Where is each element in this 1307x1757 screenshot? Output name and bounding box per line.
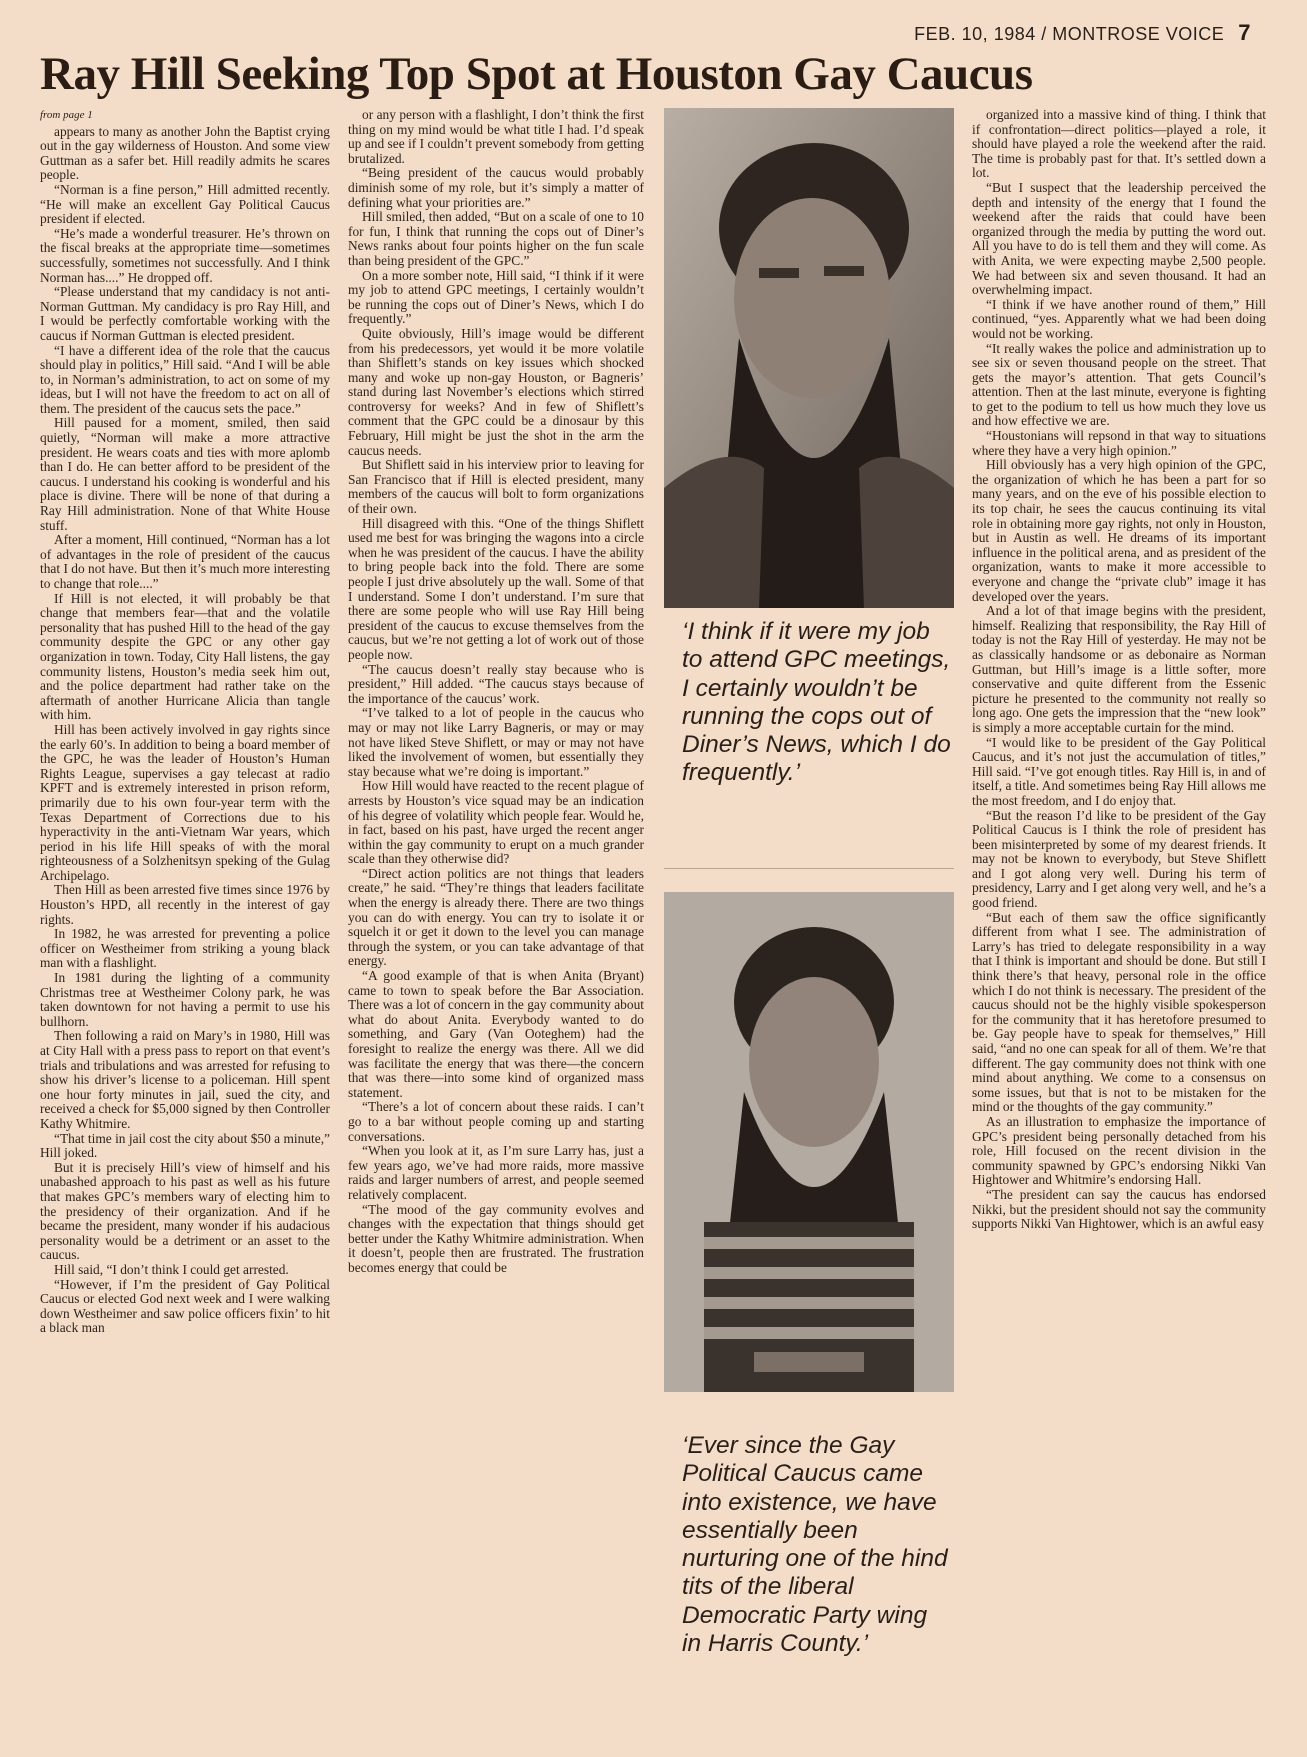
column-2-paragraph: or any person with a flashlight, I don’t think the first thing on my mind would be what title I had. I’d speak up and see if I couldn’t prevent somebody from getting brutalized.: [348, 108, 644, 166]
article-column-1: [40, 108, 330, 1748]
column-4-paragraph: “I think if we have another round of them,” Hill continued, “yes. Apparently what we had been doing would not be working.: [972, 296, 1266, 341]
column-4-paragraph: “It really wakes the police and administration up to see six or seven thousand people on the street. That gets the mayor’s attention. That gets Council’s attention. Then at the last minute, everyone is fighting to get to the podium to tell us how much they love us and how effective we are.: [972, 340, 1266, 429]
article-headline: Ray Hill Seeking Top Spot at Houston Gay Caucus: [40, 48, 1033, 100]
portrait-photo-bottom-image: [664, 892, 954, 1392]
folio-page-number: 7: [1238, 20, 1251, 45]
column-2-paragraph: Hill disagreed with this. “One of the things Shiflett used me best for was bringing the wagons into a circle when he was president of the caucus. I have the ability to bring people back into the fold. There are some people I just drive absolutely up the wall. Some of that I understand. Some I don’t understand. I’m sure that there are some people who will use Ray Hill being president of the caucus to excuse themselves from the caucus, but we’re not getting a lot of work out of those people now.: [348, 515, 644, 662]
portrait-photo-top: [664, 108, 954, 608]
pull-quote-2: ‘Ever since the Gay Political Caucus came into existence, we have essentially been nurturing one of the hind tits of the liberal Democratic Party wing in Harris County.’: [682, 1432, 948, 1658]
column-1-paragraph: “I have a different idea of the role that the caucus should play in politics,” Hill said. “And I will be able to, in Norman’s administration, to act on some of my ideas, but I will not have the freedom to act on all of them. The president of the caucus sets the pace.”: [40, 342, 330, 416]
divider-line: [664, 868, 954, 869]
column-2-paragraph: “Being president of the caucus would probably diminish some of my role, but it’s simply a matter of defining what your priorities are.”: [348, 165, 644, 210]
column-2-paragraph: But Shiflett said in his interview prior to leaving for San Francisco that if Hill is elected president, many members of the caucus will bolt to form organizations of their own.: [348, 457, 644, 517]
folio-date-publication: FEB. 10, 1984 / MONTROSE VOICE: [914, 24, 1225, 44]
column-1-paragraph: Hill paused for a moment, smiled, then said quietly, “Norman will make a more attractive president. He wears coats and ties with more aplomb than I do. He can better afford to be president of the caucus. I understand his cooking is wonderful and his place is divine. There will be none of that during a Ray Hill administration. None of that White House stuff.: [40, 415, 330, 533]
column-2-paragraph: On a more somber note, Hill said, “I think if it were my job to attend GPC meetings, I certainly wouldn’t be running the cops out of Diner’s News, which I do frequently.”: [348, 267, 644, 327]
column-2-paragraph: “When you look at it, as I’m sure Larry has, just a few years ago, we’ve had more raids, more massive raids and larger numbers of arrest, and people seemed relatively complacent.: [348, 1143, 644, 1202]
column-2-paragraph: “The caucus doesn’t really stay because who is president,” Hill added. “The caucus stays because of the importance of the caucus’ work.: [348, 661, 644, 706]
column-2-paragraph: How Hill would have reacted to the recent plague of arrests by Houston’s vice squad may be an indication of his degree of volatility which people fear. Would he, in fact, based on his past, have urged the recent anger within the gay community to erupt on a much grander scale than they otherwise did?: [348, 778, 644, 867]
page-folio: [914, 20, 1251, 46]
column-1-paragraph: “However, if I’m the president of Gay Political Caucus or elected God next week and I were walking down Westheimer and saw police officers fixin’ to hit a black man: [40, 1276, 330, 1336]
column-2-paragraph: “The mood of the gay community evolves and changes with the expectation that things should get better under the Kathy Whitmire administration. When it doesn’t, people then are frustrated. The frustration becomes energy that could be: [348, 1201, 644, 1275]
column-4-paragraph: As an illustration to emphasize the importance of GPC’s president being personally detached from his role, Hill focused on the recent division in the community spawned by GPC’s endorsing Nikki Van Hightower and Whitmire’s endorsing Hall.: [972, 1113, 1266, 1188]
column-1-paragraph: “That time in jail cost the city about $50 a minute,” Hill joked.: [40, 1130, 330, 1161]
jump-line: from page 1: [40, 109, 93, 121]
column-4-paragraph: Hill obviously has a very high opinion of the GPC, the organization of which he has been a part for so many years, and on the eve of his possible election to its top chair, he sees the caucus continuing its vital role in obtaining more gay rights, not only in Houston, but in Austin as well. He dreams of its important influence in the political arena, and as president of the organization, wants to make it more accessible to everyone and change the “private club” image it has developed over the years.: [972, 457, 1266, 604]
portrait-photo-bottom: [664, 892, 954, 1392]
column-1-paragraph: “Norman is a fine person,” Hill admitted recently. “He will make an excellent Gay Political Caucus president if elected.: [40, 181, 330, 227]
column-4-paragraph: “I would like to be president of the Gay Political Caucus, and it’s not just the accumulation of titles,” Hill said. “I’ve got enough titles. Ray Hill is, in and of itself, a title. And sometimes being Ray Hill allows me the most freedom, and I do enjoy that.: [972, 734, 1266, 808]
column-1-paragraph: appears to many as another John the Baptist crying out in the gay wilderness of Houston. And some view Guttman as a safer bet. Hill readily admits he scares people.: [40, 123, 330, 183]
column-1-paragraph: Hill said, “I don’t think I could get arrested.: [54, 1261, 289, 1277]
column-2-paragraph: “A good example of that is when Anita (Bryant) came to town to speak before the Bar Association. There was a lot of concern in the gay community about what do about Anita. Everybody wanted to do something, and Gary (Van Ooteghem) had the foresight to realize the energy was there. All we did was facilitate the energy that was there—the concern that was there—into some kind of organized mass statement.: [348, 968, 644, 1100]
column-4-paragraph: And a lot of that image begins with the president, himself. Realizing that responsibility, the Ray Hill of today is not the Ray Hill of yesterday. He may not be as classically handsome or as debonaire as Norman Guttman, but Hill’s image is a little softer, more conservative and quite different from the Essenic picture he presented to the community not really so long ago. One gets the impression that the “new look” is simply a more acceptable curtain for the mind.: [972, 603, 1266, 735]
column-4-paragraph: “But I suspect that the leadership perceived the depth and intensity of the energy that I found the weekend after the raids that could have been organized through the media by putting the word out. All you have to do is tell them and they will come. As with Anita, we were expecting maybe 2,500 people. We had between six and seven thousand. It had an overwhelming impact.: [972, 179, 1266, 298]
column-1-paragraph: In 1982, he was arrested for preventing a police officer on Westheimer from striking a young black man with a flashlight.: [40, 926, 330, 971]
column-1-paragraph: After a moment, Hill continued, “Norman has a lot of advantages in the role of president of the caucus that I do not have. But then it’s much more interesting to change that role....”: [40, 532, 330, 591]
column-1-paragraph: But it is precisely Hill’s view of himself and his unabashed approach to his past as well as his future that makes GPC’s members wary of electing him to the presidency of their organization. And if he became the president, many wonder if his audacious personality would be a detriment or an asset to the caucus.: [40, 1159, 330, 1263]
column-1-paragraph: If Hill is not elected, it will probably be that change that members fear—that and the volatile personality that has pushed Hill to the head of the gay community despite the GPC or any other gay organization in town. Today, City Hall listens, the gay community listens, Houston’s media seek him out, and the police department had rather take on the aftermath of another Hurricane Alicia than tangle with him.: [40, 590, 330, 723]
column-4-paragraph: “But the reason I’d like to be president of the Gay Political Caucus is I think the role of president has been misinterpreted by some of my dearest friends. It may not be known to everybody, but Steve Shiflett and I got along very well. During his term of presidency, Larry and I get along very well, and he’s a good friend.: [972, 807, 1266, 911]
column-4-paragraph: “But each of them saw the office significantly different from what I see. The administration of Larry’s has tried to delegate responsibility in a way that I think is important and should be done. But still I think there’s that heavy, personal role in the office which I do not think is necessary. The president of the caucus should not be the highly visible spokesperson for the community that it has heretofore presumed to be. Gay people have to speak for themselves,” Hill said, “and no one can speak for all of them. We’re that different. The gay community does not think with one mind about anything. We come to a consensus on some issues, but that is not to be mistaken for the mind or the thoughts of the gay community.”: [972, 909, 1266, 1115]
column-2-paragraph: “Direct action politics are not things that leaders create,” he said. “They’re things that leaders facilitate when the energy is already there. There are two things you can do with energy. You can try to isolate it or squelch it or get it down to the level you can manage through the system, or you can take advantage of that energy.: [348, 865, 644, 969]
column-1-paragraph: In 1981 during the lighting of a community Christmas tree at Westheimer Colony park, he was taken downtown for not having a permit to use his bullhorn.: [40, 970, 330, 1029]
column-4-paragraph: organized into a massive kind of thing. I think that if confrontation—direct politics—played a role, it should have played a role the weekend after the raid. The time is probably past for that. It’s settled down a lot.: [972, 108, 1266, 181]
column-4-paragraph: “Houstonians will repsond in that way to situations where they have a very high opinion.”: [972, 428, 1266, 458]
pull-quote-1: ‘I think if it were my job to attend GPC meetings, I certainly wouldn’t be running the cops out of Diner’s News, which I do frequently.’: [682, 618, 951, 787]
column-1-paragraph: Then Hill as been arrested five times since 1976 by Houston’s HPD, all recently in the interest of gay rights.: [40, 882, 330, 927]
column-1-paragraph: “He’s made a wonderful treasurer. He’s thrown on the fiscal breaks at the appropriate time—sometimes successfully, sometimes not successfully. And I think Norman has....” He dropped off.: [40, 225, 330, 285]
column-2-paragraph: Hill smiled, then added, “But on a scale of one to 10 for fun, I think that running the cops out of Diner’s News ranks about four points higher on the fun scale than being president of the GPC.”: [348, 209, 644, 268]
column-2-paragraph: “I’ve talked to a lot of people in the caucus who may or may not like Larry Bagneris, or may or may not have liked Steve Shiflett, or may or may not have liked the involvement of women, but essentially they stay because what we’re doing is important.”: [348, 705, 644, 779]
column-1-paragraph: “Please understand that my candidacy is not anti-Norman Guttman. My candidacy is pro Ray Hill, and I would be perfectly comfortable working with the caucus if Norman Guttman is elected president.: [40, 284, 330, 343]
portrait-photo-top-image: [664, 108, 954, 608]
article-column-4: [972, 108, 1266, 1748]
column-2-paragraph: Quite obviously, Hill’s image would be different from his predecessors, yet would it be more volatile than Shiflett’s stands on key issues which shocked many and woke up non-gay Houston, or Bagneris’ stand during last November’s elections which stirred controversy for weeks? And in few of Shiflett’s comment that the GPC could be a dinosaur by this February, Hill might be just the shot in the arm the caucus needs.: [348, 325, 644, 458]
column-1-paragraph: Hill has been actively involved in gay rights since the early 60’s. In addition to being a board member of the GPC, he was the leader of Houston’s Human Rights League, supervises a gay telecast at radio KPFT and is extremely interested in prison reform, primarily due to his own four-year term with the Texas Department of Corrections due to his hyperactivity in the anti-Vietnam War years, which period in his life Hill speaks of with the moral righteousness of a Solzhenitsyn speking of the Gulag Archipelago.: [40, 721, 330, 883]
column-2-paragraph: “There’s a lot of concern about these raids. I can’t go to a bar without people coming up and starting conversations.: [348, 1099, 644, 1144]
article-column-2: [348, 108, 644, 1748]
column-1-paragraph: Then following a raid on Mary’s in 1980, Hill was at City Hall with a press pass to report on that event’s trials and tribulations and was arrested for refusing to show his driver’s license to a policeman. Hill spent one hour forty minutes in jail, sued the city, and received a check for $5,000 signed by then Controller Kathy Whitmire.: [40, 1028, 330, 1131]
column-4-paragraph: “The president can say the caucus has endorsed Nikki, but the president should not say the community supports Nikki Van Hightower, which is an awful easy: [972, 1186, 1266, 1232]
